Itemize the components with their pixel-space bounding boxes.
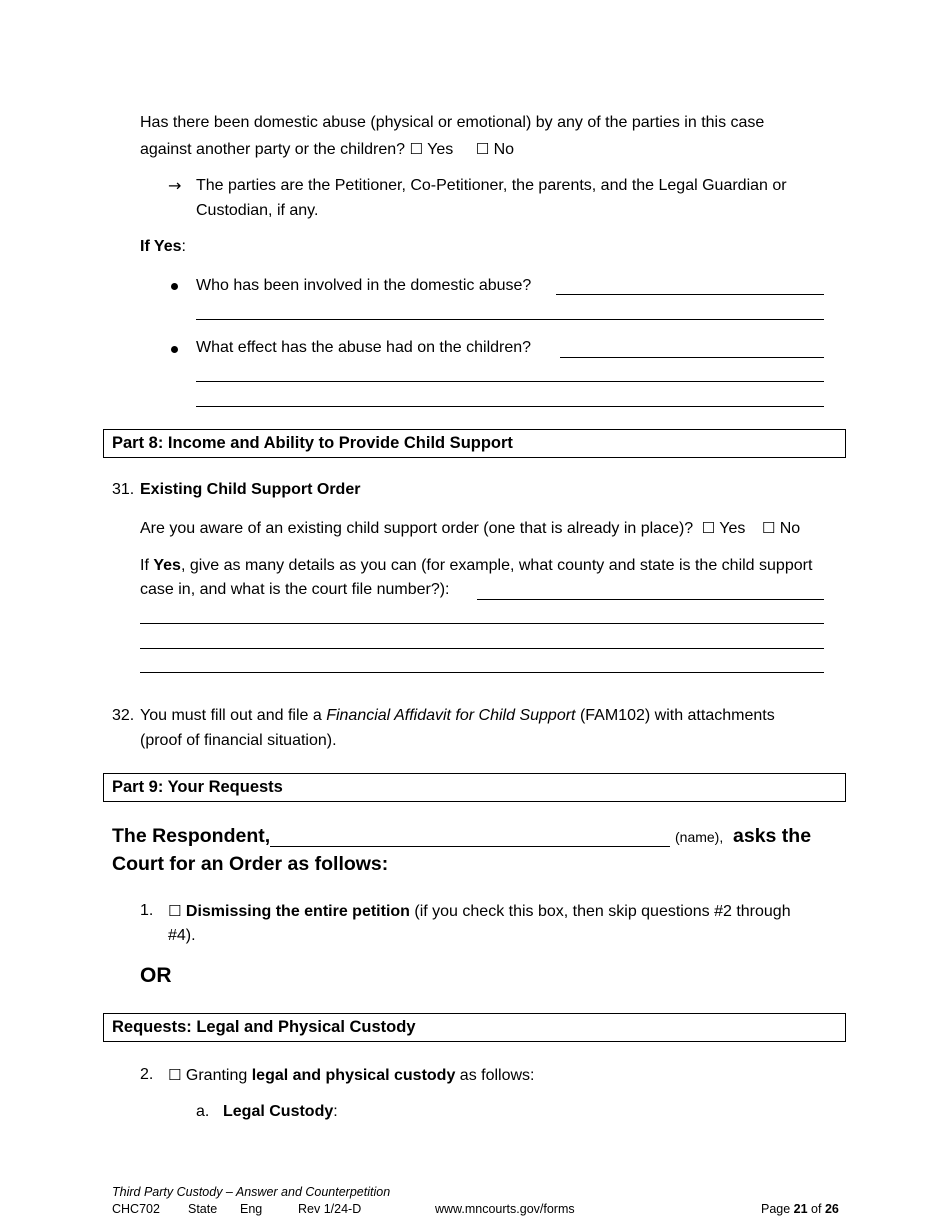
legal-custody-colon: :	[333, 1103, 338, 1120]
item2-post: as follows:	[455, 1067, 535, 1084]
parties-note-line2: Custodian, if any.	[196, 202, 319, 219]
or-label: OR	[140, 964, 172, 987]
who-involved-question: Who has been involved in the domestic abuse?	[196, 277, 532, 294]
q31-details-answer-line-2[interactable]	[140, 623, 824, 624]
q32-line2: (proof of financial situation).	[140, 732, 337, 749]
details-yes: Yes	[153, 557, 181, 574]
q31-no-label: No	[779, 520, 801, 537]
abuse-question-text: against another party or the children?	[140, 141, 406, 158]
abuse-effect-answer-line[interactable]	[560, 357, 824, 358]
page-num: 21	[793, 1202, 808, 1216]
part9-header-box	[103, 773, 846, 802]
q31-details-answer-line-3[interactable]	[140, 648, 824, 649]
item1-bold: Dismissing the entire petition	[185, 903, 410, 920]
name-hint: (name),	[675, 829, 724, 845]
page-of: of	[807, 1202, 825, 1216]
q31-details-answer-line[interactable]	[477, 599, 824, 600]
item2-number: 2.	[140, 1066, 154, 1083]
footer-language: Eng	[240, 1202, 263, 1216]
custody-header: Requests: Legal and Physical Custody	[112, 1018, 416, 1036]
q31-details-line2: case in, and what is the court file number?):	[140, 581, 450, 598]
details-if: If	[140, 557, 154, 574]
item2-checkbox[interactable]: ☐	[168, 1066, 182, 1084]
footer-url[interactable]: www.mncourts.gov/forms	[435, 1202, 575, 1216]
item1-rest: (if you check this box, then skip questions #2 through	[409, 903, 791, 920]
if-yes-label	[140, 238, 186, 256]
who-involved-answer-line-2[interactable]	[196, 319, 824, 320]
q32-form-name: Financial Affidavit for Child Support	[326, 707, 576, 724]
details-rest: , give as many details as you can (for example, what county and state is the child support	[180, 557, 813, 574]
parties-note-line1: The parties are the Petitioner, Co-Petitioner, the parents, and the Legal Guardian or	[196, 177, 787, 194]
respondent-name-input[interactable]	[270, 846, 670, 847]
abuse-yes-checkbox[interactable]: ☐	[409, 140, 423, 158]
custody-header-box	[103, 1013, 846, 1042]
abuse-effect-answer-line-2[interactable]	[196, 381, 824, 382]
item2-line	[168, 1066, 534, 1085]
abuse-effect-question: What effect has the abuse had on the children?	[196, 339, 532, 356]
part8-header-box	[103, 429, 846, 458]
q31-question	[140, 519, 800, 538]
abuse-effect-answer-line-3[interactable]	[196, 406, 824, 407]
who-involved-answer-line[interactable]	[556, 294, 824, 295]
abuse-no-label: No	[493, 141, 515, 158]
legal-custody-label: Legal Custody	[223, 1103, 334, 1120]
item1-number: 1.	[140, 902, 154, 919]
q31-no-checkbox[interactable]: ☐	[761, 519, 776, 537]
q31-yes-checkbox[interactable]: ☐	[701, 519, 716, 537]
abuse-question-line1: Has there been domestic abuse (physical or emotional) by any of the parties in this case	[140, 114, 765, 131]
item2-pre: Granting	[185, 1067, 252, 1084]
q31-number: 31.	[112, 481, 135, 498]
if-yes-bold: If Yes	[140, 238, 182, 255]
asks-the: asks the	[733, 825, 812, 847]
arrow-icon: →	[168, 176, 182, 195]
q32-post: (FAM102) with attachments	[575, 707, 775, 724]
item1-checkbox[interactable]: ☐	[168, 902, 182, 920]
item-a-letter: a.	[196, 1103, 210, 1120]
abuse-question-line2	[140, 140, 514, 159]
court-order-line: Court for an Order as follows:	[112, 853, 389, 875]
footer-form-code: CHC702	[112, 1202, 160, 1216]
abuse-no-checkbox[interactable]: ☐	[475, 140, 490, 158]
item-a-line	[223, 1103, 338, 1121]
q32-line1	[140, 707, 775, 725]
q31-title: Existing Child Support Order	[140, 481, 361, 498]
part8-header: Part 8: Income and Ability to Provide Child Support	[112, 434, 513, 452]
respondent-label: The Respondent,	[112, 825, 271, 847]
abuse-yes-label: Yes	[427, 141, 454, 158]
q31-question-text: Are you aware of an existing child support order (one that is already in place)?	[140, 520, 694, 537]
q31-details-line1	[140, 557, 812, 575]
q32-pre: You must fill out and file a	[140, 707, 327, 724]
q32-number: 32.	[112, 707, 135, 724]
bullet-icon	[171, 283, 178, 290]
page-prefix: Page	[761, 1202, 794, 1216]
q31-details-answer-line-4[interactable]	[140, 672, 824, 673]
footer-title: Third Party Custody – Answer and Counterpetition	[112, 1185, 391, 1199]
page-total: 26	[824, 1202, 839, 1216]
footer-jurisdiction: State	[188, 1202, 218, 1216]
if-yes-colon: :	[181, 238, 186, 255]
item1-line1	[168, 902, 791, 921]
q31-yes-label: Yes	[719, 520, 746, 537]
bullet-icon	[171, 346, 178, 353]
footer-revision: Rev 1/24-D	[298, 1202, 362, 1216]
part9-header: Part 9: Your Requests	[112, 778, 283, 796]
item2-bold: legal and physical custody	[251, 1067, 456, 1084]
footer-page-number	[761, 1202, 839, 1216]
item1-line2: #4).	[168, 927, 196, 944]
